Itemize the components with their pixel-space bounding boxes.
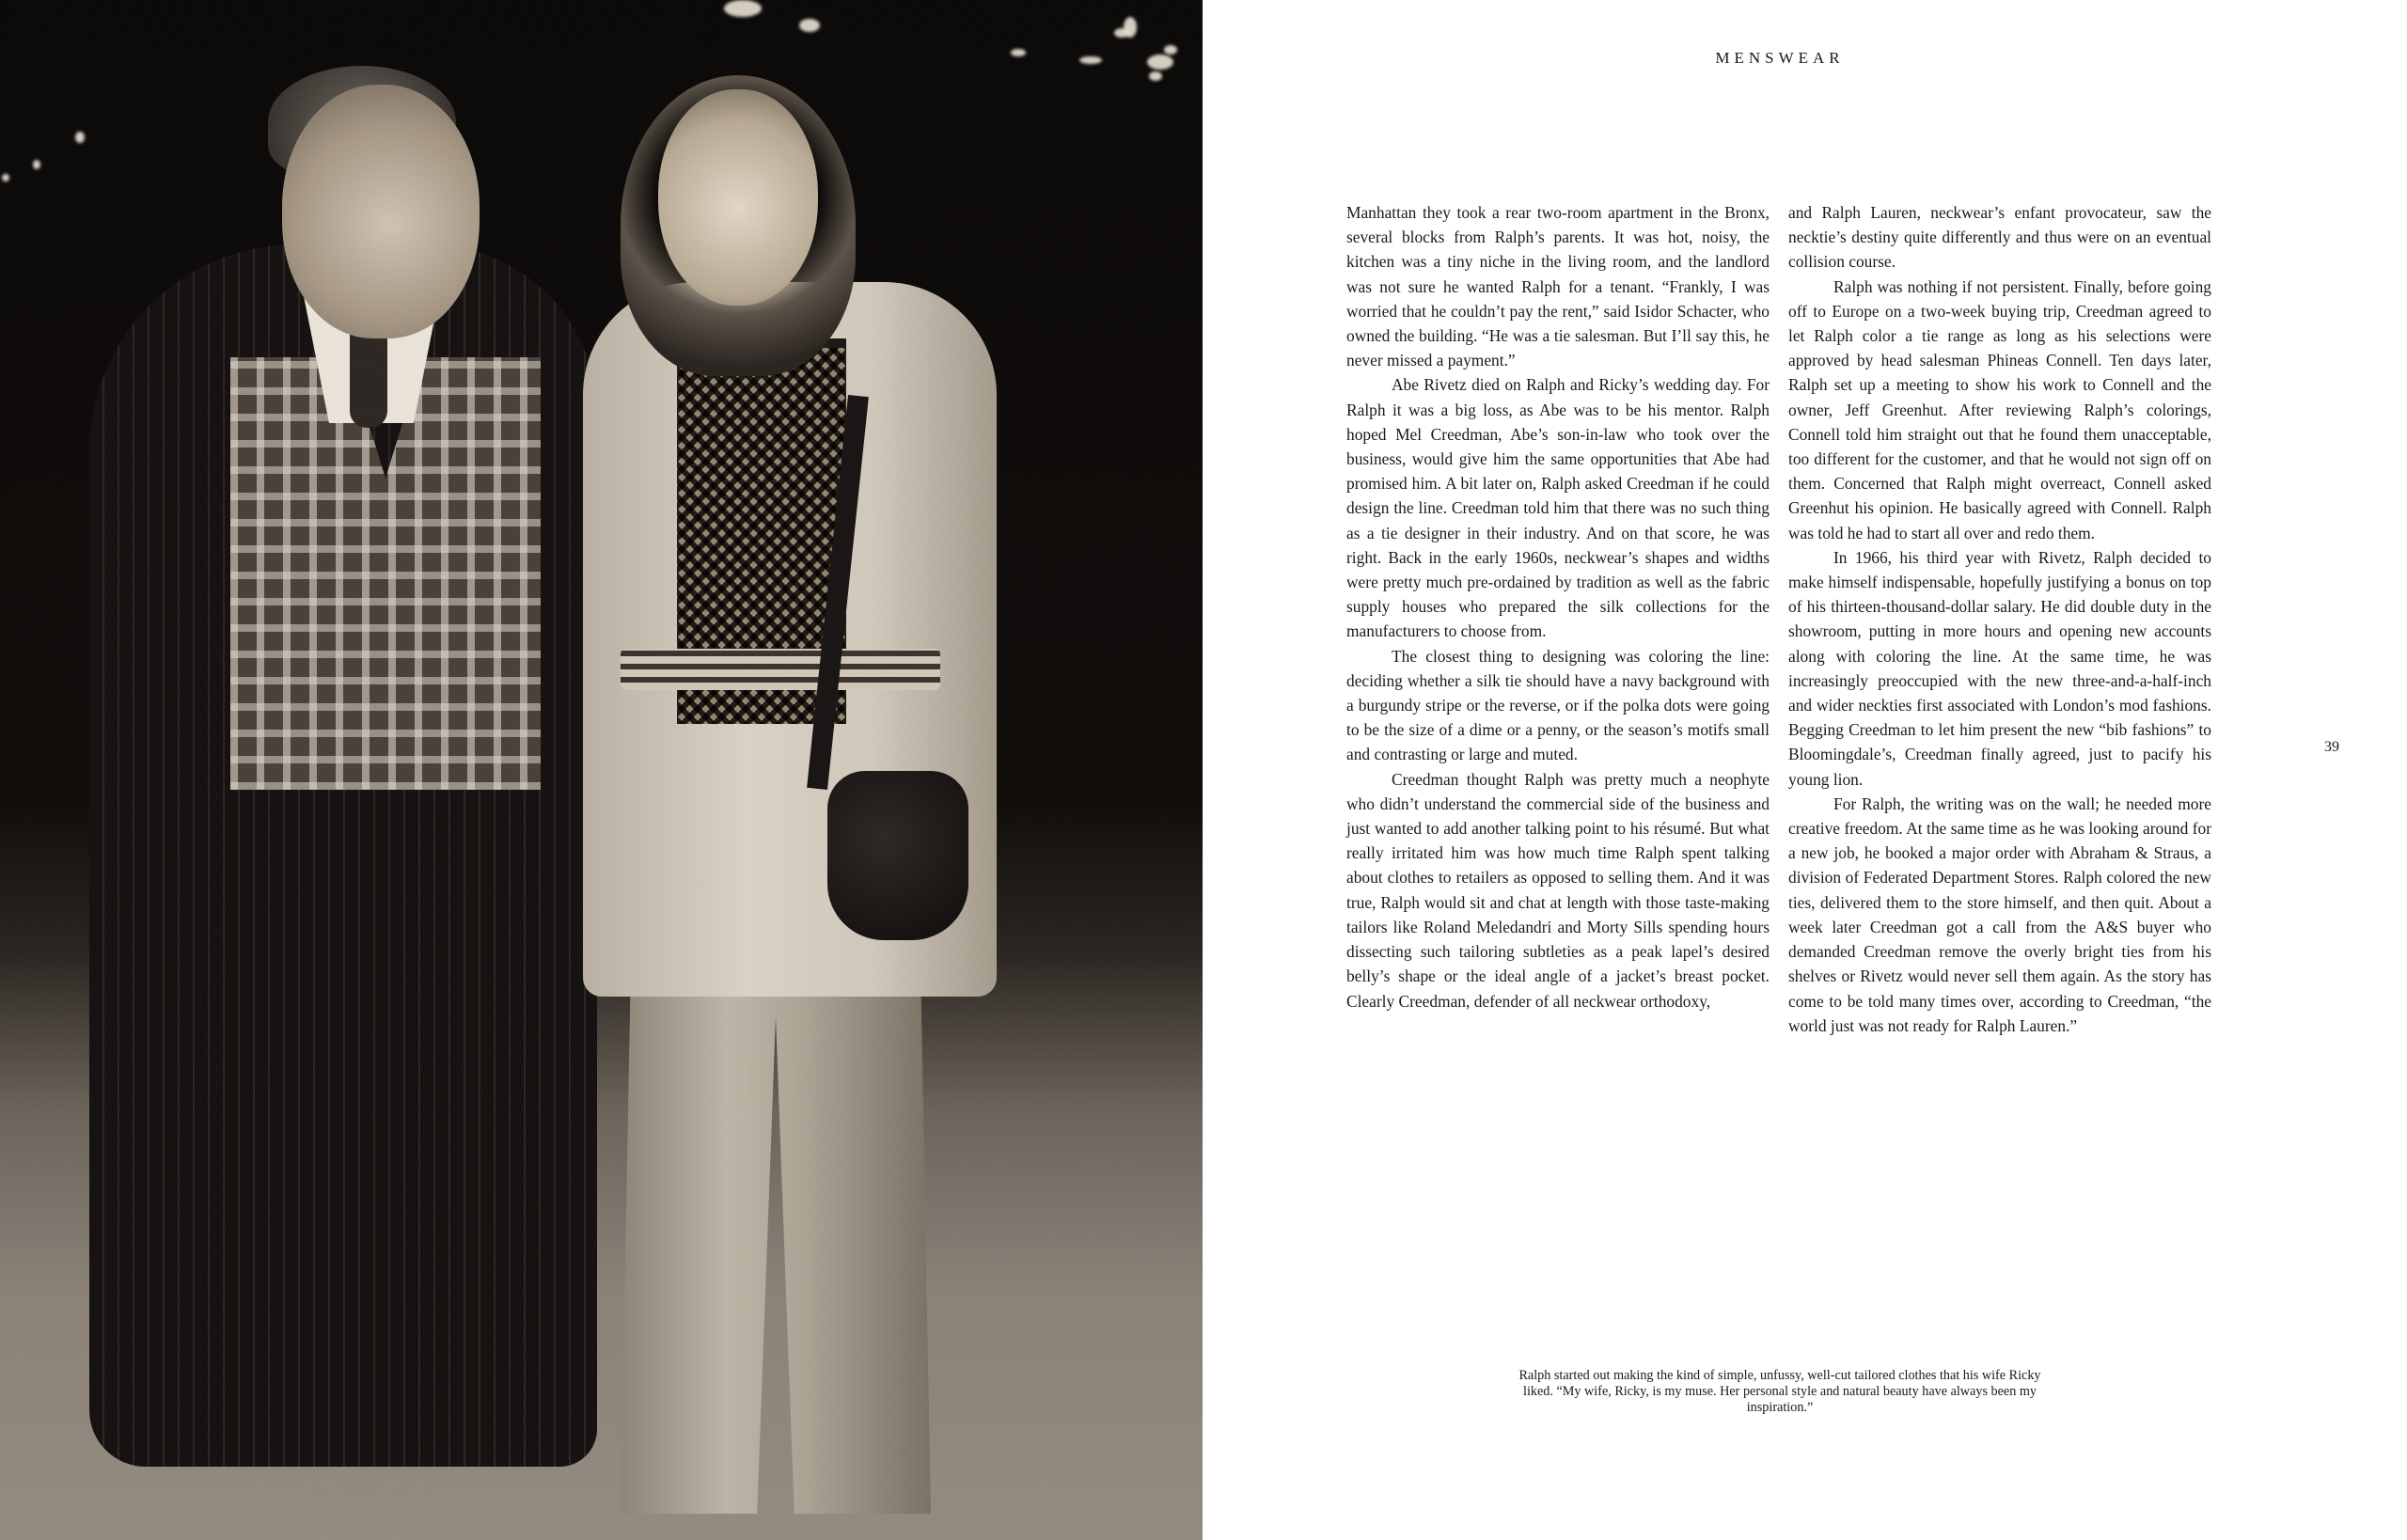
running-head: MENSWEAR [1715, 49, 1845, 67]
text-column-left [1346, 200, 1770, 1014]
background-light [1114, 28, 1129, 38]
background-light [1149, 71, 1162, 81]
background-light [1147, 55, 1173, 70]
background-light [1011, 49, 1026, 56]
paragraph: For Ralph, the writing was on the wall; he needed more creative freedom. At the same time as he was looking around for a new job, he booked a major order with Abraham & Straus, a division of Federated Department Stores. Ralph colored the new ties, delivered them to the store himself, and then quit. About a week later Creedman got a call from the A&S buyer who demanded Creedman remove the overly bright ties from his shelves or Rivetz would never sell them again. As the story has come to be told many times over, according to Creedman, “the world just was not ready for Ralph Lauren.” [1788, 794, 2211, 1035]
paragraph: Manhattan they took a rear two-room apartment in the Bronx, several blocks from Ralph’s parents. It was hot, noisy, the kitchen was a tiny niche in the living room, and the landlord was not sure he wanted Ralph for a tenant. “Frankly, I was worried that he couldn’t pay the rent,” said Isidor Schacter, who owned the building. “He was a tie salesman. But I’ll say this, he never missed a payment.” [1346, 203, 1770, 370]
background-light [1079, 56, 1102, 64]
background-light [1164, 45, 1177, 55]
photo-caption: Ralph started out making the kind of simple, unfussy, well-cut tailored clothes that his wife Ricky liked. “My wife, Ricky, is my muse. Her personal style and natural beauty have always been my inspiration.” [1518, 1368, 2041, 1415]
paragraph: Ralph was nothing if not persistent. Finally, before going off to Europe on a two-week buying trip, Creedman agreed to let Ralph color a tie range as long as his selections were approved by head salesman Phineas Connell. Ten days later, Ralph set up a meeting to show his work to Connell and the owner, Jeff Greenhut. After reviewing Ralph’s colorings, Connell told him straight out that he found them unacceptable, too different for the customer, and that he would not sign off on them. Concerned that Ralph might overreact, Connell asked Greenhut his opinion. He basically agreed with Connell. Ralph was told he had to start all over and redo them. [1788, 276, 2211, 542]
background-light [2, 174, 9, 181]
paragraph: In 1966, his third year with Rivetz, Ralph decided to make himself indispensable, hopefully justifying a bonus on top of his thirteen-thousand-dollar salary. He did double duty in the showroom, putting in more hours and opening new accounts along with coloring the line. At the same time, he was increasingly preoccupied with the new three-and-a-half-inch and wider neckties first associated with London’s mod fashions. Begging Creedman to let him present the new “bib fashions” to Bloomingdale’s, Creedman finally agreed, just to pacify his young lion. [1788, 547, 2211, 789]
page-number: 39 [2324, 739, 2339, 755]
paragraph: The closest thing to designing was coloring the line: deciding whether a silk tie should have a navy background with a burgundy stripe or the reverse, or if the polka dots were going to be the size of a dime or a penny, or the season’s motifs small and contrasting or large and muted. [1346, 646, 1770, 764]
background-light [33, 160, 40, 169]
background-light [75, 132, 85, 143]
man-face [282, 85, 480, 338]
paragraph: and Ralph Lauren, neckwear’s enfant provocateur, saw the necktie’s destiny quite differently and thus were on an eventual collision course. [1788, 203, 2211, 272]
woman-striped-belt [621, 649, 940, 690]
background-light [724, 0, 762, 17]
woman-face [658, 89, 818, 306]
man-tie [350, 324, 387, 428]
background-light [799, 19, 820, 32]
photograph [0, 0, 1203, 1540]
text-column-right [1788, 200, 2211, 1038]
shoulder-bag [827, 771, 968, 940]
paragraph: Abe Rivetz died on Ralph and Ricky’s wedding day. For Ralph it was a big loss, as Abe was to be his mentor. Ralph hoped Mel Creedman, Abe’s son-in-law who took over the business, would give him the same opportunities that Abe had promised him. A bit later on, Ralph asked Creedman if he could design the line. Creedman told him that there was no such thing as a tie designer in their industry. And on that score, he was right. Back in the early 1960s, neckwear’s shapes and widths were pretty much pre-ordained by tradition as well as the fabric supply houses who prepared the silk collections for the manufacturers to choose from. [1346, 375, 1770, 641]
paragraph: Creedman thought Ralph was pretty much a neophyte who didn’t understand the commercial side of the business and just wanted to add another talking point to his résumé. But what really irritated him was how much time Ralph spent talking about clothes to retailers as opposed to selling them. And it was true, Ralph would sit and chat at length with those taste-making tailors like Roland Meledandri and Morty Sills spending hours dissecting such tailoring subtleties as a peak lapel’s desired belly’s shape or the ideal angle of a jacket’s breast pocket. Clearly Creedman, defender of all neckwear orthodoxy, [1346, 769, 1770, 1011]
